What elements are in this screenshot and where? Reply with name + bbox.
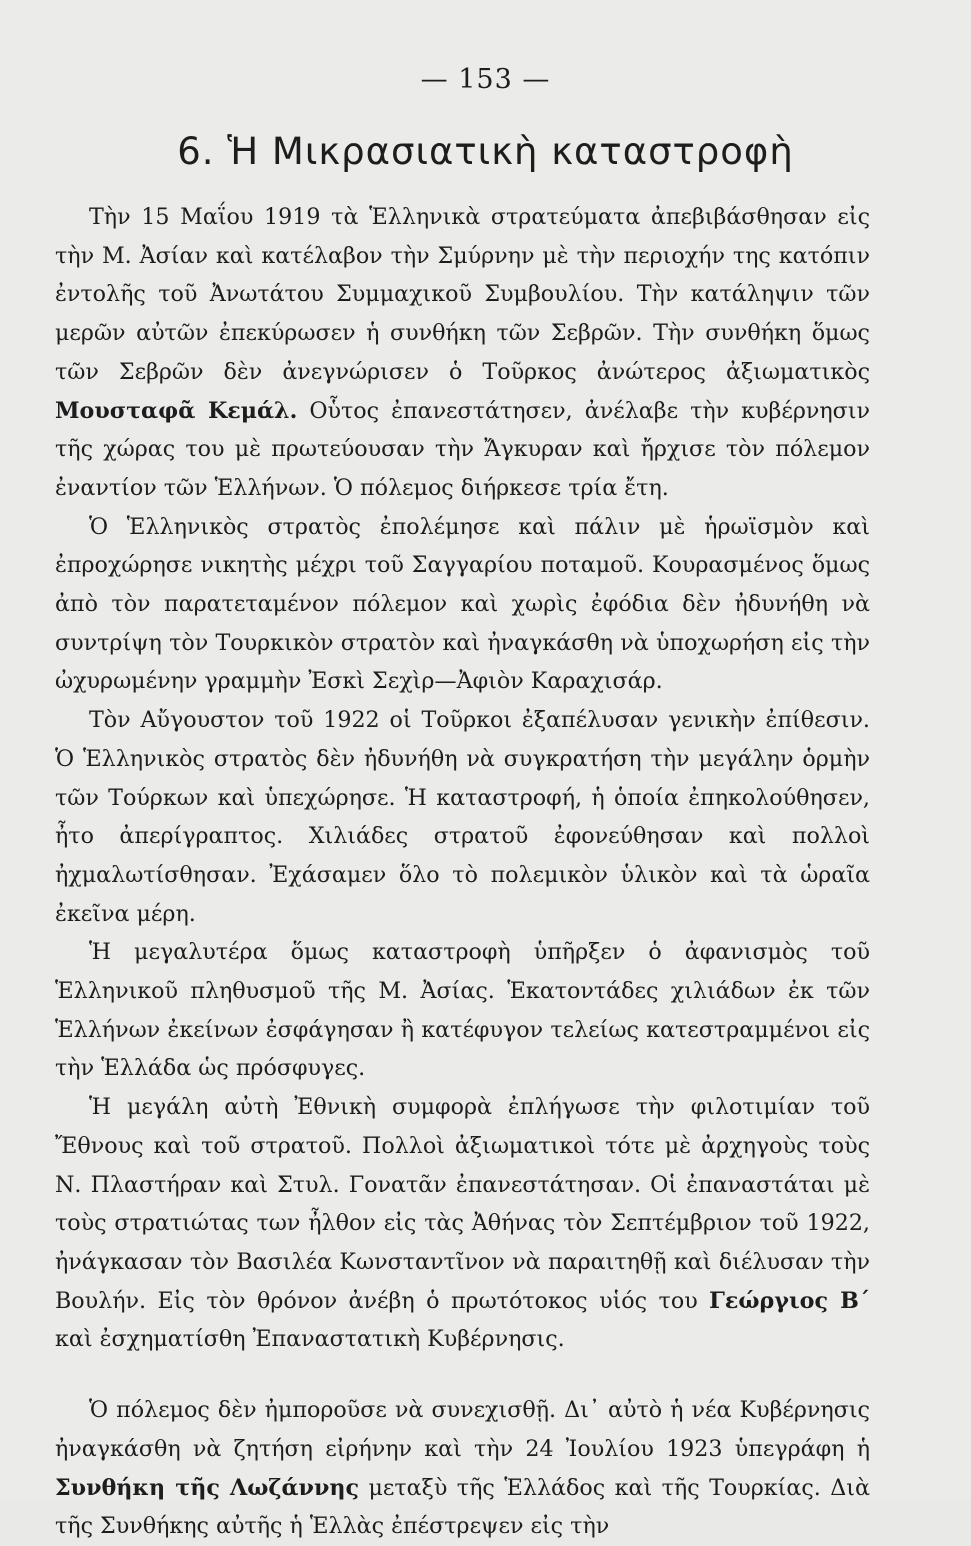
paragraph-1-text-c: Οὗτος ἐπανεστάτησεν, ἀνέλαβε τὴν κυβέρνησιν τῆς χώρας του μὲ πρωτεύουσαν τὴν Ἄγκυραν καὶ ἤρχισε τὸν πόλεμον ἐναντίον τῶν Ἑλλήνων. Ὁ πόλεμος διήρκεσε τρία ἔτη. [55, 397, 870, 501]
paragraph-5-text-a: Ἡ μεγάλη αὐτὴ Ἐθνικὴ συμφορὰ ἐπλήγωσε τὴν φιλοτιμίαν τοῦ Ἔθνους καὶ τοῦ στρατοῦ. Πολλοὶ ἀξιωματικοὶ τότε μὲ ἀρχηγοὺς τοὺς Ν. Πλαστήραν καὶ Στυλ. Γονατᾶν ἐπανεστάτησαν. Οἱ ἐπαναστάται μὲ τοὺς στρατιώτας των ἦλθον εἰς τὰς Ἀθήνας τὸν Σεπτέμβριον τοῦ 1922, ἠνάγκασαν τὸν Βασιλέα Κωνσταντῖνον νὰ παραιτηθῇ καὶ διέλυσαν τὴν Βουλήν. Εἰς τὸν θρόνον ἀνέβη ὁ πρωτότοκος υἱός του [55, 1094, 870, 1314]
bold-name-kemal: Μουσταφᾶ Κεμάλ. [55, 397, 298, 424]
paragraph-2: Ὁ Ἑλληνικὸς στρατὸς ἐπολέμησε καὶ πάλιν μὲ ἡρωϊσμὸν καὶ ἐπροχώρησε νικητὴς μέχρι τοῦ Σαγγαρίου ποταμοῦ. Κουρασμένος ὅμως ἀπὸ τὸν παρατεταμένον πόλεμον καὶ χωρὶς ἐφόδια δὲν ἠδυνήθη νὰ συντρίψη τὸν Τουρκικὸν στρατὸν καὶ ἠναγκάσθη νὰ ὑποχωρήση εἰς τὴν ὠχυρωμένην γραμμὴν Ἐσκὶ Σεχὶρ—Ἀφιὸν Καραχισάρ. [55, 513, 870, 695]
paragraph-1-text-a: Τὴν 15 Μαΐου 1919 τὰ Ἑλληνικὰ στρατεύματα ἀπεβιβάσθησαν εἰς τὴν Μ. Ἀσίαν καὶ κατέλαβον τὴν Σμύρνην μὲ τὴν περιοχήν της κατόπιν ἐντολῆς τοῦ Ἀνωτάτου Συμμαχικοῦ Συμβουλίου. Τὴν κατάληψιν τῶν μερῶν αὐτῶν ἐπεκύρωσεν ἡ συνθήκη τῶν Σεβρῶν. Τὴν συνθήκη ὅμως τῶν Σεβρῶν δὲν ἀνεγνώρισεν ὁ Τοῦρκος ἀνώτερος ἀξιωματικὸς [55, 204, 870, 385]
bold-name-georgios: Γεώργιος Β΄ [709, 1287, 870, 1314]
paragraph-6-text-a: Ὁ πόλεμος δὲν ἠμποροῦσε νὰ συνεχισθῇ. Δι᾿ αὐτὸ ἡ νέα Κυβέρνησις ἠναγκάσθη νὰ ζητήση εἰρήνην καὶ τὴν 24 Ἰουλίου 1923 ὑπεγράφη ἡ [55, 1397, 870, 1462]
paragraph-5-text-c: καὶ ἐσχηματίσθη Ἐπαναστατικὴ Κυβέρνησις. [55, 1326, 565, 1353]
page-number: — 153 — [420, 64, 551, 95]
body-text [55, 198, 870, 1546]
chapter-title: 6. Ἡ Μικρασιατικὴ καταστροφὴ [177, 130, 794, 173]
paragraph-5 [55, 1088, 870, 1359]
paragraph-gap [55, 1359, 870, 1391]
paragraph-6 [55, 1391, 870, 1546]
paragraph-6-text-c: μεταξὺ τῆς Ἑλλάδος καὶ τῆς Τουρκίας. Διὰ τῆς Συνθήκης αὐτῆς ἡ Ἑλλὰς ἐπέστρεψεν εἰς τὴν [55, 1474, 870, 1540]
paragraph-4: Ἡ μεγαλυτέρα ὅμως καταστροφὴ ὑπῆρξεν ὁ ἀφανισμὸς τοῦ Ἑλληνικοῦ πληθυσμοῦ τῆς Μ. Ἀσίας. Ἑκατοντάδες χιλιάδων ἐκ τῶν Ἑλλήνων ἐκείνων ἐσφάγησαν ἢ κατέφυγον τελείως κατεστραμμένοι εἰς τὴν Ἑλλάδα ὡς πρόσφυγες. [55, 939, 870, 1082]
bold-treaty-lausanne: Συνθήκη τῆς Λωζάννης [55, 1474, 359, 1501]
paragraph-1 [55, 198, 870, 508]
paragraph-3: Τὸν Αὔγουστον τοῦ 1922 οἱ Τοῦρκοι ἐξαπέλυσαν γενικὴν ἐπίθεσιν. Ὁ Ἑλληνικὸς στρατὸς δὲν ἠδυνήθη νὰ συγκρατήση τὴν μεγάλην ὁρμὴν τῶν Τούρκων καὶ ὑπεχώρησε. Ἡ καταστροφή, ἡ ὁποία ἐπηκολούθησεν, ἦτο ἀπερίγραπτος. Χιλιάδες στρατοῦ ἐφονεύθησαν καὶ πολλοὶ ἠχμαλωτίσθησαν. Ἐχάσαμεν ὅλο τὸ πολεμικὸν ὑλικὸν καὶ τὰ ὡραῖα ἐκεῖνα μέρη. [55, 707, 870, 927]
